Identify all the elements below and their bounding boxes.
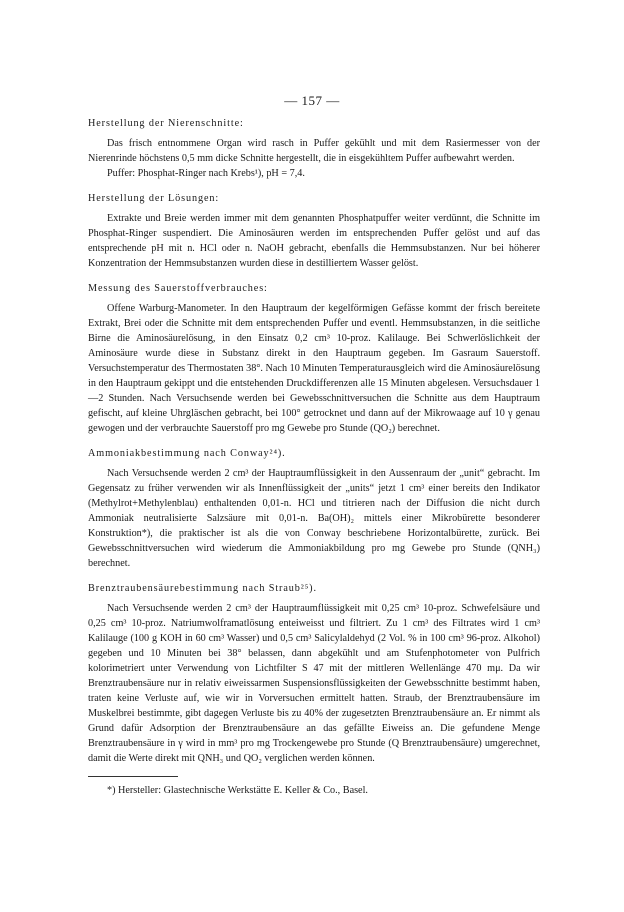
- section-heading: Ammoniakbestimmung nach Conway²⁴).: [88, 448, 286, 459]
- section-nierenschnitte: [88, 116, 540, 181]
- section-heading: Messung des Sauerstoffverbrauches:: [88, 283, 268, 294]
- page-content: [88, 116, 540, 798]
- section-heading: Brenztraubensäurebestimmung nach Straub²⁵).: [88, 583, 317, 594]
- section-ammoniakbestimmung: [88, 446, 540, 571]
- footnote-rule: [88, 776, 178, 777]
- footnote: *) Hersteller: Glastechnische Werkstätte E. Keller & Co., Basel.: [107, 785, 368, 796]
- paragraph: Offene Warburg-Manometer. In den Hauptraum der kegelförmigen Gefässe kommt der frisch bereitete Extrakt, Brei oder die Schnitte mit dem entsprechenden Puffer und eventl. Hemmsubstanzen, in die seitliche Birne die Aminosäurelösung, in den Einsatz 0,2 cm³ 10-proz. Kalilauge. Bei Schwerlöslichkeit der Aminosäure wurde diese in Substanz direkt in den Hauptraum gegeben. Im Gasraum Sauerstoff. Versuchstemperatur des Thermostaten 38°. Nach 10 Minuten Temperaturausgleich wird die Aminosäurelösung in den Hauptraum gekippt und die entstehenden Druckdifferenzen alle 15 Minuten abgelesen. Versuchsdauer 1—2 Stunden. Nach Versuchsende werden bei Gewebsschnittversuchen die Schnitte aus dem Hauptraum gefischt, auf kleine Uhrgläschen gebracht, bei 100° getrocknet und dann auf der Mikrowaage auf 10 γ genau gewogen und der verbrauchte Sauerstoff pro mg Gewebe pro Stunde (QO₂) berechnet.: [88, 303, 540, 434]
- paragraph: Nach Versuchsende werden 2 cm³ der Hauptraumflüssigkeit mit 0,25 cm³ 10-proz. Schwefelsäure und 0,25 cm³ 10-proz. Natriumwolframatlösung enteiweisst und filtriert. Zu 1 cm³ des Filtrates wird 1 cm³ Kalilauge (100 g KOH in 60 cm³ Wasser) und 0,5 cm³ Salicylaldehyd (2 Vol. % in 100 cm³ 96-proz. Alkohol) gegeben und 10 Minuten bei 38° belassen, dann abgekühlt und am Stufenphotometer von Pulfrich kolorimetriert unter Verwendung von Lichtfilter S 47 mit der mittleren Wellenlänge 470 mμ. Da wir Brenztraubensäure nur in relativ eiweissarmen Suspensionsflüssigkeiten der Gewebsschnitte bestimmt haben, traten keine Verluste auf, wie wir in Vorversuchen ermittelt hatten. Straub, der Brenztraubensäure im Muskelbrei bestimmte, gibt dagegen Verluste bis zu 40% der zugesetzten Brenztraubensäure an. Er nimmt als Grund dafür Adsorption der Brenztraubensäure an das gefällte Eiweiss an. Die gefundene Menge Brenztraubensäure in γ wird in mm³ pro mg Trockengewebe pro Stunde (Q Brenztraubensäure) umgerechnet, damit die Werte direkt mit QNH₃ und QO₂ verglichen werden können.: [88, 603, 540, 764]
- section-loesungen: [88, 191, 540, 271]
- section-brenztraubensaeure: [88, 581, 540, 766]
- paragraph: Nach Versuchsende werden 2 cm³ der Hauptraumflüssigkeit in den Aussenraum der „unit“ gebracht. Im Gegensatz zu früher verwenden wir als Innenflüssigkeit der „units“ jetzt 1 cm³ einer bereits den Indikator (Methylrot+Methylenblau) enthaltenden 0,01-n. HCl und titrieren nach der Diffusion die nicht durch Ammoniak neutralisierte Salzsäure mit 0,01-n. Ba(OH)₂ mittels einer Mikrobürette besonderer Konstruktion*), die praktischer ist als die von Conway beschriebene Horizontalbürette, zurück. Bei Gewebsschnittversuchen wird wiederum die Ammoniakbildung pro mg Gewebe pro Stunde (QNH₃) berechnet.: [88, 468, 540, 569]
- paragraph: Extrakte und Breie werden immer mit dem genannten Phosphatpuffer weiter verdünnt, die Schnitte im Phosphat-Ringer suspendiert. Die Aminosäuren werden im entsprechenden Puffer gelöst und auf das entsprechende pH mit n. HCl oder n. NaOH gebracht, ebenfalls die Hemmsubstanzen. Nur bei höherer Konzentration der Hemmsubstanzen wurden diese in destilliertem Wasser gelöst.: [88, 213, 540, 269]
- paragraph: Puffer: Phosphat-Ringer nach Krebs¹), pH = 7,4.: [107, 168, 305, 179]
- page-number: — 157 —: [284, 93, 340, 108]
- section-sauerstoffverbrauch: [88, 281, 540, 436]
- section-heading: Herstellung der Lösungen:: [88, 193, 220, 204]
- section-heading: Herstellung der Nierenschnitte:: [88, 118, 244, 129]
- paragraph: Das frisch entnommene Organ wird rasch in Puffer gekühlt und mit dem Rasiermesser von der Nierenrinde höchstens 0,5 mm dicke Schnitte hergestellt, die in eisgekühltem Puffer aufbewahrt werden.: [88, 138, 540, 164]
